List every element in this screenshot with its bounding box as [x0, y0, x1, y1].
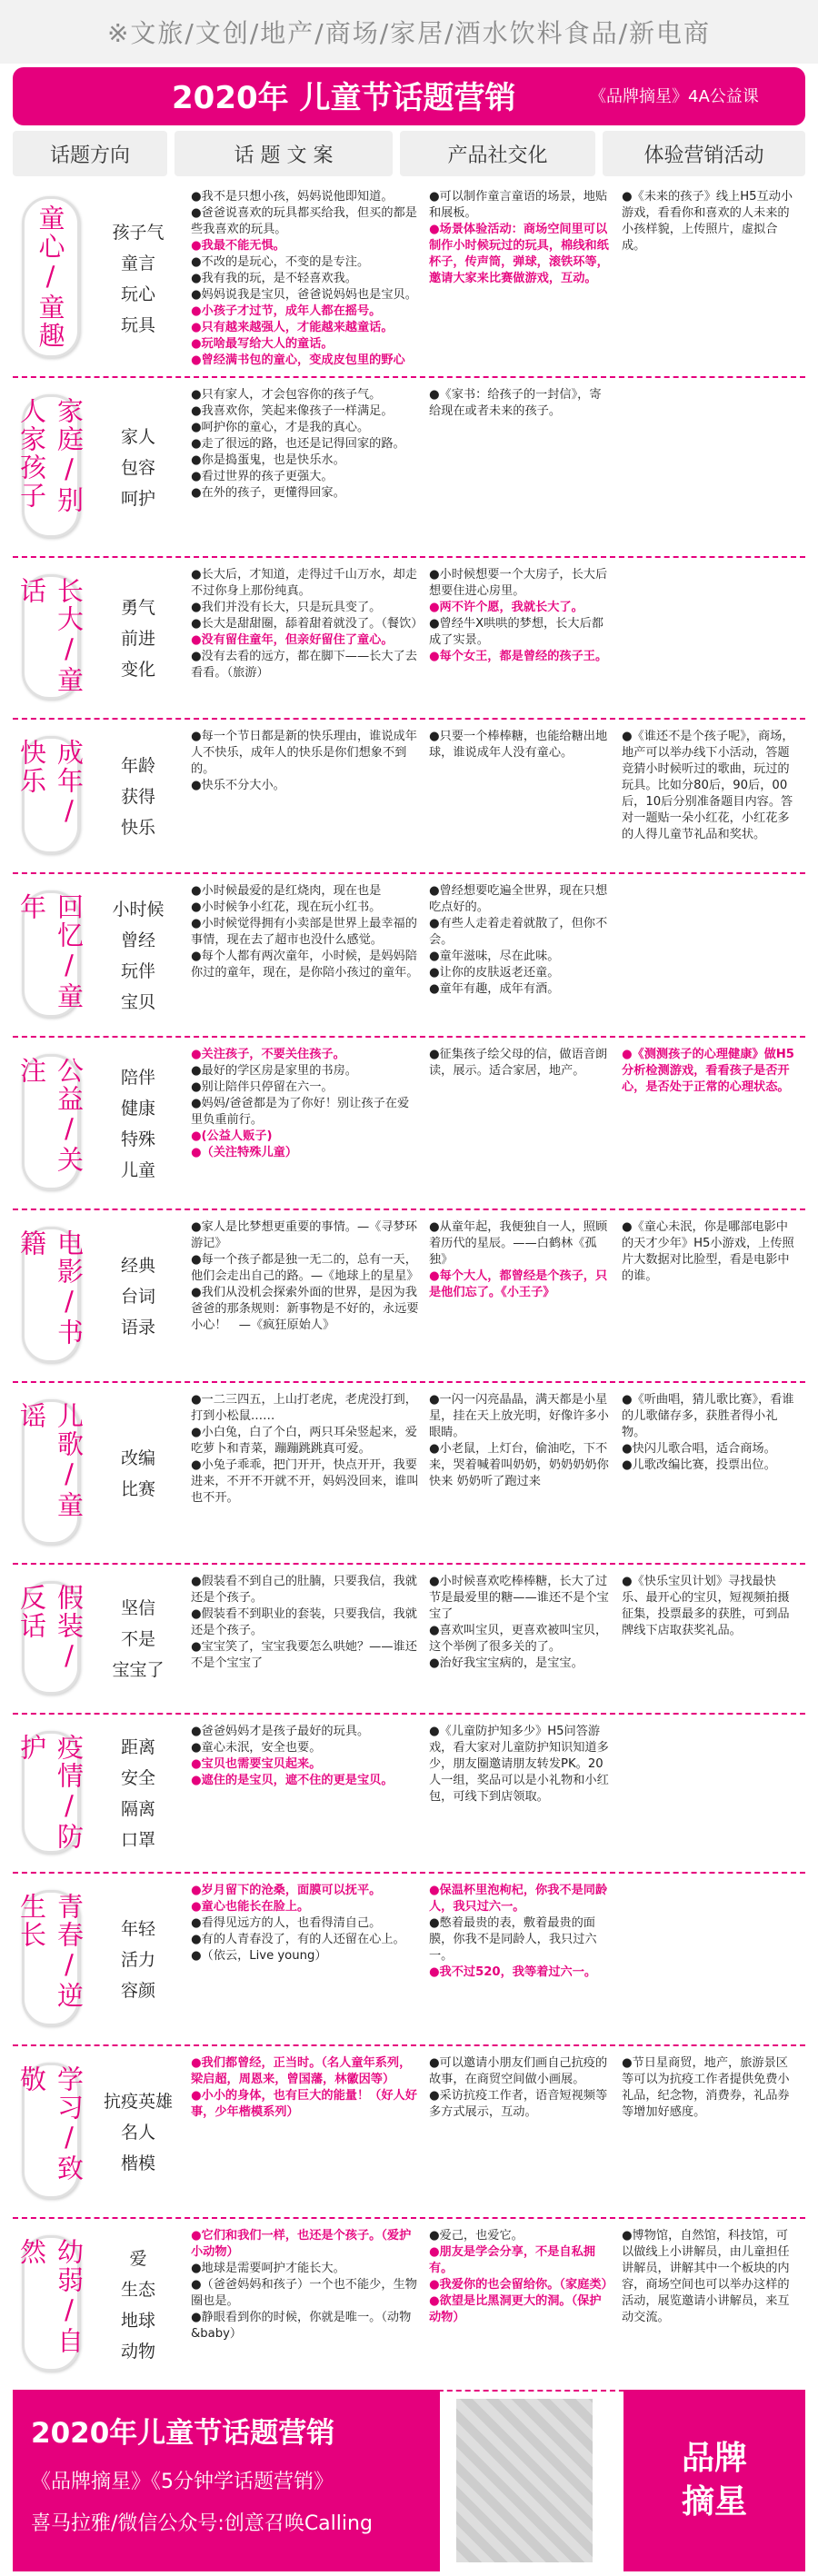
- social-line: ●喜欢叫宝贝，更喜欢被叫宝贝，这个举例了很多关的了。: [429, 1624, 608, 1654]
- topic-caption: 学习/致敬: [22, 2063, 80, 2199]
- topic-keywords: [93, 1036, 184, 1208]
- brand-logo-line1: 品牌: [681, 2440, 747, 2477]
- topic-caption: 电影/书籍: [22, 1227, 80, 1363]
- topic-section: [13, 1563, 805, 1715]
- social-line: ●曾经想要吃遍全世界，现在只想吃点好的。: [429, 884, 608, 914]
- copy-line: ●（关注特殊儿童）: [191, 1146, 298, 1159]
- event-column: [622, 1392, 799, 1474]
- copy-line: ●我有我的玩，是不轻喜欢我。: [191, 272, 357, 285]
- topic-keyword: 安全: [120, 1768, 155, 1788]
- copy-line: ●一二三四五，上山打老虎，老虎没打到，打到小松鼠……: [191, 1393, 417, 1423]
- copy-column: [191, 2228, 420, 2342]
- topic-keywords: [93, 1872, 184, 2044]
- topic-keywords: [93, 2217, 184, 2390]
- column-header-row: [13, 131, 805, 176]
- topic-caption: 假装/反话: [22, 1581, 80, 1695]
- topic-keyword: 隔离: [120, 1799, 155, 1819]
- copy-line: ●静眼看到你的时候，你就是唯一。（动物&baby）: [191, 2311, 412, 2341]
- topic-section: [13, 556, 805, 720]
- social-column: [429, 189, 613, 287]
- copy-line: ●快乐不分大小。: [191, 779, 285, 792]
- topic-keyword: 家人: [120, 426, 155, 447]
- topic-section: [13, 376, 805, 558]
- footer-courses: 《品牌摘星》《5分钟学话题营销》: [31, 2471, 334, 2493]
- copy-column: [191, 1219, 420, 1334]
- copy-line: ●没有去看的远方，都在脚下——长大了去看看。（旅游）: [191, 650, 417, 680]
- footer: [13, 2390, 805, 2571]
- topic-keyword: 口罩: [120, 1830, 155, 1850]
- copy-column: [191, 883, 420, 981]
- copy-line: ●我们从没机会探索外面的世界，是因为我爸爸的那条规则：新事物是不好的，永远要小心！ —《疯狂原始人》: [191, 1286, 419, 1332]
- copy-line: ●我们并没有长大，只是玩具变了。: [191, 601, 382, 614]
- topic-keywords: [93, 872, 184, 1036]
- topic-keyword: 特殊: [120, 1129, 155, 1149]
- copy-line: ●小小的身体，也有巨大的能量！（好人好事，少年楷模系列）: [191, 2089, 417, 2119]
- social-line: ●保温杯里泡枸杞，你我不是同龄人，我只过六一。: [429, 1884, 608, 1914]
- topic-keyword: 地球: [120, 2310, 155, 2331]
- social-line: ●《儿童防护知多少》H5问答游戏，看大家对儿童防护知识知道多少，朋友圈邀请朋友转发PK。20人一组，奖品可以是小礼物和小红包，可线下到店领取。: [429, 1725, 609, 1804]
- copy-line: ●童心也能长在脸上。: [191, 1900, 310, 1914]
- topic-section: [13, 178, 805, 378]
- event-line: ●《听曲唱，猜儿歌比赛》，看谁的儿歌储存多，获胜者得小礼物。: [622, 1393, 794, 1439]
- copy-column: [191, 1047, 420, 1161]
- topic-keyword: 勇气: [120, 597, 155, 618]
- social-line: ●我不过520，我等着过六一。: [429, 1965, 597, 1979]
- copy-line: ●在外的孩子，更懂得回家。: [191, 486, 345, 500]
- social-line: ●两不许个愿，我就长大了。: [429, 601, 584, 614]
- topic-caption: 公益/关注: [22, 1054, 80, 1190]
- social-column: [429, 2228, 613, 2326]
- event-line: ●《谁还不是个孩子呢》，商场，地产可以举办线下小活动，答题竞猜小时候听过的歌曲，玩过的玩具。比如分80后，90后，00后，10后分别准备题目内容。答对一题贴一朵小红花，小红花多的人得儿童节礼品和奖状。: [622, 730, 794, 841]
- topic-keyword: 孩子气: [112, 222, 165, 243]
- copy-line: ●（爸爸妈妈和孩子）一个也不能少，生物圈也是。: [191, 2278, 417, 2308]
- copy-line: ●别让陪伴只停留在六一。: [191, 1080, 334, 1094]
- topic-caption: 儿歌/童谣: [22, 1399, 80, 1545]
- header-topic-direction: 话题方向: [13, 131, 167, 176]
- social-line: ●场景体验活动：商场空间里可以制作小时候玩过的玩具，棉线和纸杯子，传声筒，弹球，滚铁环等，邀请大家来比赛做游戏，互动。: [429, 223, 609, 285]
- topic-keywords: [93, 1713, 184, 1872]
- copy-column: [191, 387, 420, 502]
- footer-title: 2020年儿童节话题营销: [31, 2417, 335, 2450]
- topic-keyword: 改编: [120, 1447, 155, 1468]
- copy-line: ●爸爸说喜欢的玩具都买给我，但买的都是些我喜欢的玩具。: [191, 206, 417, 236]
- topic-keyword: 爱: [129, 2248, 147, 2269]
- social-line: ●童年滋味，尽在此味。: [429, 950, 560, 963]
- brand-logo: [623, 2390, 805, 2571]
- copy-line: ●假装看不到自己的肚腩，只要我信，我就还是个孩子。: [191, 1575, 417, 1605]
- copy-line: ●最好的学区房是家里的书房。: [191, 1064, 357, 1078]
- social-column: [429, 567, 613, 665]
- copy-line: ●家人是比梦想更重要的事情。—《寻梦环游记》: [191, 1220, 417, 1250]
- topic-caption: 回忆/童年: [22, 890, 80, 1018]
- copy-column: [191, 189, 420, 369]
- topic-keyword: 变化: [120, 659, 155, 680]
- topic-keyword: 前进: [120, 628, 155, 649]
- social-line: ●小时候想要一个大房子，长大后想要住进心房里。: [429, 568, 608, 598]
- social-line: ●欲望是比黑洞更大的洞。（保护动物）: [429, 2294, 602, 2324]
- event-column: [622, 1219, 799, 1285]
- copy-column: [191, 2055, 420, 2121]
- copy-line: ●长大是甜甜圈，舔着甜着就没了。（餐饮）: [191, 617, 424, 631]
- topic-keywords: [93, 2044, 184, 2217]
- topic-keywords: [93, 376, 184, 556]
- topic-caption: 疫情/防护: [22, 1731, 80, 1854]
- social-line: ●可以制作童言童语的场景，地贴和展板。: [429, 190, 608, 220]
- footer-channels: 喜马拉雅/微信公众号:创意召唤Calling: [31, 2512, 373, 2535]
- copy-line: ●我喜欢你，笑起来像孩子一样满足。: [191, 404, 394, 418]
- topic-keywords: [93, 718, 184, 872]
- topic-keyword: 容颜: [120, 1980, 155, 2001]
- social-line: ●让你的皮肤返老还童。: [429, 966, 560, 980]
- copy-line: ●宝宝笑了，宝宝我要怎么哄她？——谁还不是个宝宝了: [191, 1640, 417, 1670]
- event-line: ●儿歌改编比赛，投票出位。: [622, 1458, 776, 1472]
- copy-column: [191, 1883, 420, 1964]
- copy-line: ●小时候最爱的是红烧肉，现在也是: [191, 884, 382, 898]
- topic-section: [13, 1036, 805, 1210]
- copy-line: ●有的人青春没了，有的人还留在心上。: [191, 1933, 405, 1946]
- copy-line: ●爸爸妈妈才是孩子最好的玩具。: [191, 1725, 370, 1738]
- copy-line: ●你是捣蛋鬼，也是快乐水。: [191, 453, 345, 467]
- event-column: [622, 189, 799, 254]
- topic-keyword: 名人: [120, 2122, 155, 2143]
- topic-caption: 家庭/别人家孩子: [22, 394, 80, 538]
- topic-keyword: 宝宝了: [112, 1660, 165, 1680]
- social-line: ●可以邀请小朋友们画自己抗疫的故事，在商贸空间做小画展。: [429, 2056, 608, 2086]
- topic-keyword: 儿童: [120, 1159, 155, 1180]
- topic-caption: 青春/逆生长: [22, 1890, 80, 2026]
- social-line: ●《家书：给孩子的一封信》，寄给现在或者未来的孩子。: [429, 388, 602, 418]
- topic-keywords: [93, 178, 184, 376]
- copy-column: [191, 1392, 420, 1507]
- topic-keyword: 玩伴: [120, 960, 155, 981]
- social-column: [429, 1724, 613, 1805]
- event-line: ●《童心未泯，你是哪部电影中的天才少年》H5小游戏，上传照片大数据对比脸型，看是电影中的谁。: [622, 1220, 794, 1283]
- poster-subtitle: 《品牌摘星》4A公益课: [590, 87, 759, 106]
- copy-line: ●（依云，Live young）: [191, 1949, 327, 1963]
- topic-keyword: 台词: [120, 1286, 155, 1307]
- copy-line: ●只有家人，才会包容你的孩子气。: [191, 388, 382, 402]
- copy-line: ●(公益人贩子): [191, 1129, 273, 1143]
- copy-line: ●呵护你的童心，才是我的真心。: [191, 421, 370, 434]
- topic-keyword: 经典: [120, 1255, 155, 1276]
- copy-line: ●假装看不到职业的套装，只要我信，我就还是个孩子。: [191, 1607, 417, 1637]
- topic-keyword: 童言: [120, 253, 155, 274]
- copy-line: ●小时候觉得拥有小卖部是世界上最幸福的事情，现在去了超市也没什么感觉。: [191, 917, 417, 947]
- social-line: ●每个大人，都曾经是个孩子，只是他们忘了。《小王子》: [429, 1269, 608, 1299]
- copy-line: ●我最不能无惧。: [191, 239, 285, 253]
- topic-section: [13, 718, 805, 874]
- social-line: ●小老鼠，上灯台，偷油吃，下不来，哭着喊着叫奶奶，奶奶奶奶你快来 奶奶听了跑过来: [429, 1442, 609, 1488]
- social-column: [429, 1047, 613, 1079]
- copy-line: ●玩啥最写给大人的童话。: [191, 337, 334, 351]
- social-line: ●有些人走着走着就散了，但你不会。: [429, 917, 608, 947]
- header-product-social: 产品社交化: [400, 131, 595, 176]
- topic-keyword: 生态: [120, 2279, 155, 2300]
- copy-line: ●不改的是玩心，不变的是专注。: [191, 255, 370, 269]
- social-line: ●爱己，也爱它。: [429, 2229, 524, 2243]
- copy-line: ●小白兔，白了个白，两只耳朵竖起来，爱吃萝卜和青菜，蹦蹦跳跳真可爱。: [191, 1426, 417, 1456]
- social-line: ●一闪一闪亮晶晶，满天都是小星星，挂在天上放光明，好像许多小眼睛。: [429, 1393, 609, 1439]
- copy-column: [191, 1574, 420, 1672]
- copy-line: ●小孩子才过节，成年人都在摇号。: [191, 304, 382, 318]
- copy-line: ●每一个节日都是新的快乐理由，谁说成年人不快乐，成年人的快乐是你们想象不到的。: [191, 730, 417, 776]
- copy-line: ●只有越来越强人，才能越来越童话。: [191, 321, 394, 334]
- copy-line: ●遮住的是宝贝，遮不住的更是宝贝。: [191, 1774, 394, 1787]
- event-column: [622, 1574, 799, 1639]
- topic-section: [13, 1208, 805, 1383]
- social-line: ●憋着最贵的表，敷着最贵的面膜，你我不是同龄人，我只过六一。: [429, 1916, 597, 1963]
- social-column: [429, 1883, 613, 1981]
- social-line: ●小时候喜欢吃棒棒糖，长大了过节是最爱里的糖——谁还不是个宝宝了: [429, 1575, 609, 1621]
- top-category-banner: ※文旅/文创/地产/商场/家居/酒水饮料食品/新电商: [0, 0, 818, 64]
- copy-line: ●妈妈/爸爸都是为了你好！别让孩子在爱里负重前行。: [191, 1097, 410, 1127]
- header-experience-marketing: 体验营销活动: [603, 131, 805, 176]
- header-topic-copy: 话 题 文 案: [175, 131, 393, 176]
- event-column: [622, 2228, 799, 2326]
- event-column: [622, 1047, 799, 1096]
- topic-keyword: 距离: [120, 1737, 155, 1757]
- copy-line: ●小时候争小红花，现在玩小红书。: [191, 900, 382, 914]
- topic-keyword: 快乐: [120, 817, 155, 838]
- copy-line: ●每个人都有两次童年，小时候，是妈妈陪你过的童年，现在，是你陪小孩过的童年。: [191, 950, 419, 980]
- social-column: [429, 1574, 613, 1672]
- topic-keyword: 不是: [120, 1629, 155, 1649]
- event-column: [622, 2055, 799, 2121]
- copy-column: [191, 1724, 420, 1789]
- topic-keyword: 获得: [120, 786, 155, 807]
- topic-caption: 成年/快乐: [22, 736, 80, 854]
- copy-line: ●走了很远的路，也还是记得回家的路。: [191, 437, 405, 451]
- event-line: ●《未来的孩子》线上H5互动小游戏，看看你和喜欢的人未来的小孩样貌，上传照片，虚拟合成。: [622, 190, 793, 253]
- event-column: [622, 729, 799, 843]
- topic-keyword: 语录: [120, 1317, 155, 1338]
- copy-line: ●曾经满书包的童心，变成皮包里的野心: [191, 353, 405, 367]
- copy-line: ●没有留住童年，但亲好留住了童心。: [191, 633, 394, 647]
- social-line: ●朋友是学会分享，不是自私拥有。: [429, 2245, 595, 2275]
- topic-keyword: 宝贝: [120, 991, 155, 1012]
- topic-keyword: 玩具: [120, 314, 155, 335]
- event-line: ●《测测孩子的心理健康》做H5分析检测游戏，看看孩子是否开心，是否处于正常的心理状态。: [622, 1048, 794, 1094]
- copy-line: ●看得见远方的人，也看得清自己。: [191, 1916, 382, 1930]
- social-column: [429, 2055, 613, 2121]
- event-line: ●《快乐宝贝计划》寻找最快乐、最开心的宝贝，短视频拍摄征集，投票最多的获胜，可到品牌线下店取获奖礼品。: [622, 1575, 790, 1637]
- copy-column: [191, 729, 420, 794]
- topic-caption: 幼弱/自然: [22, 2235, 80, 2372]
- social-line: ●童年有趣，成年有酒。: [429, 982, 560, 996]
- topic-keyword: 抗疫英雄: [103, 2091, 173, 2112]
- social-column: [429, 387, 613, 420]
- topic-keywords: [93, 1381, 184, 1563]
- event-line: ●快闪儿歌合唱，适合商场。: [622, 1442, 776, 1456]
- social-line: ●采访抗疫工作者，语音短视频等多方式展示，互动。: [429, 2089, 608, 2119]
- copy-line: ●小兔子乖乖，把门开开，快点开开，我要进来，不开不开就不开，妈妈没回来，谁叫也不开。: [191, 1458, 419, 1505]
- topic-section: [13, 2217, 805, 2392]
- topic-keyword: 活力: [120, 1949, 155, 1970]
- topic-keyword: 包容: [120, 457, 155, 478]
- qr-code-image: [456, 2399, 593, 2562]
- topic-keywords: [93, 556, 184, 718]
- poster-title: 2020年 儿童节话题营销: [172, 80, 516, 116]
- copy-line: ●它们和我们一样，也还是个孩子。（爱护小动物）: [191, 2229, 412, 2259]
- copy-line: ●岁月留下的沧桑，面膜可以抚平。: [191, 1884, 382, 1897]
- social-line: ●从童年起，我便独自一人，照顾着历代的星辰。——白鹤林《孤独》: [429, 1220, 608, 1267]
- copy-line: ●宝贝也需要宝贝起来。: [191, 1757, 322, 1771]
- topic-keyword: 年龄: [120, 755, 155, 776]
- social-column: [429, 1392, 613, 1490]
- copy-line: ●妈妈说我是宝贝，爸爸说妈妈也是宝贝。: [191, 288, 417, 302]
- copy-line: ●地球是需要呵护才能长大。: [191, 2262, 345, 2275]
- topic-caption: 长大/童话: [22, 574, 80, 700]
- copy-line: ●长大后，才知道，走得过千山万水，却走不过你身上那份纯真。: [191, 568, 417, 598]
- topic-keyword: 玩心: [120, 283, 155, 304]
- social-column: [429, 729, 613, 761]
- topic-keyword: 年轻: [120, 1918, 155, 1939]
- social-column: [429, 1219, 613, 1301]
- topic-keyword: 曾经: [120, 930, 155, 950]
- social-line: ●征集孩子绘父母的信，做语音朗读，展示。适合家居，地产。: [429, 1048, 608, 1078]
- topic-section: [13, 1381, 805, 1565]
- topic-caption: 童心/童趣: [22, 196, 80, 358]
- topic-keyword: 坚信: [120, 1598, 155, 1618]
- copy-column: [191, 567, 424, 681]
- footer-info-panel: [13, 2390, 440, 2571]
- title-band: [13, 67, 805, 125]
- copy-line: ●每一个孩子都是独一无二的，总有一天，他们会走出自己的路。—《地球上的星星》: [191, 1253, 419, 1283]
- topic-keyword: 比赛: [120, 1478, 155, 1499]
- topic-section: [13, 2044, 805, 2219]
- social-line: ●治好我宝宝病的，是宝宝。: [429, 1656, 584, 1670]
- social-line: ●曾经牛X哄哄的梦想，长大后都成了实景。: [429, 617, 604, 647]
- topic-keyword: 陪伴: [120, 1067, 155, 1088]
- topic-keywords: [93, 1563, 184, 1713]
- topic-keyword: 楷模: [120, 2153, 155, 2173]
- social-line: ●我爱你的也会留给你。（家庭类）: [429, 2278, 614, 2292]
- copy-line: ●童心未泯，安全也要。: [191, 1741, 322, 1755]
- topic-keyword: 动物: [120, 2341, 155, 2362]
- event-line: ●博物馆，自然馆，科技馆，可以做线上小讲解员，由儿童担任讲解员，讲解其中一个板块的内容，商场空间也可以举办这样的活动，展览邀请小讲解员，来互动交流。: [622, 2229, 790, 2324]
- topic-keyword: 健康: [120, 1098, 155, 1119]
- topic-section: [13, 872, 805, 1038]
- topic-keyword: 小时候: [112, 899, 165, 920]
- topic-section: [13, 1713, 805, 1874]
- social-line: ●只要一个棒棒糖，也能给糖出地球，谁说成年人没有童心。: [429, 730, 608, 760]
- topic-section: [13, 1872, 805, 2046]
- social-line: ●每个女王，都是曾经的孩子王。: [429, 650, 608, 663]
- copy-line: ●看过世界的孩子更强大。: [191, 470, 334, 483]
- topic-keyword: 呵护: [120, 488, 155, 509]
- social-column: [429, 883, 613, 998]
- copy-line: ●关注孩子，不要关住孩子。: [191, 1048, 345, 1061]
- topic-keywords: [93, 1208, 184, 1381]
- copy-line: ●我不是只想小孩，妈妈说他即知道。: [191, 190, 394, 204]
- brand-logo-line2: 摘星: [681, 2483, 747, 2521]
- copy-line: ●我们都曾经，正当时。（名人童年系列，梁启超，周恩来，曾国藩，林徽因等）: [191, 2056, 412, 2086]
- event-line: ●节日星商贸，地产，旅游景区等可以为抗疫工作者提供免费小礼品，纪念物，消费券，礼品券等增加好感度。: [622, 2056, 790, 2119]
